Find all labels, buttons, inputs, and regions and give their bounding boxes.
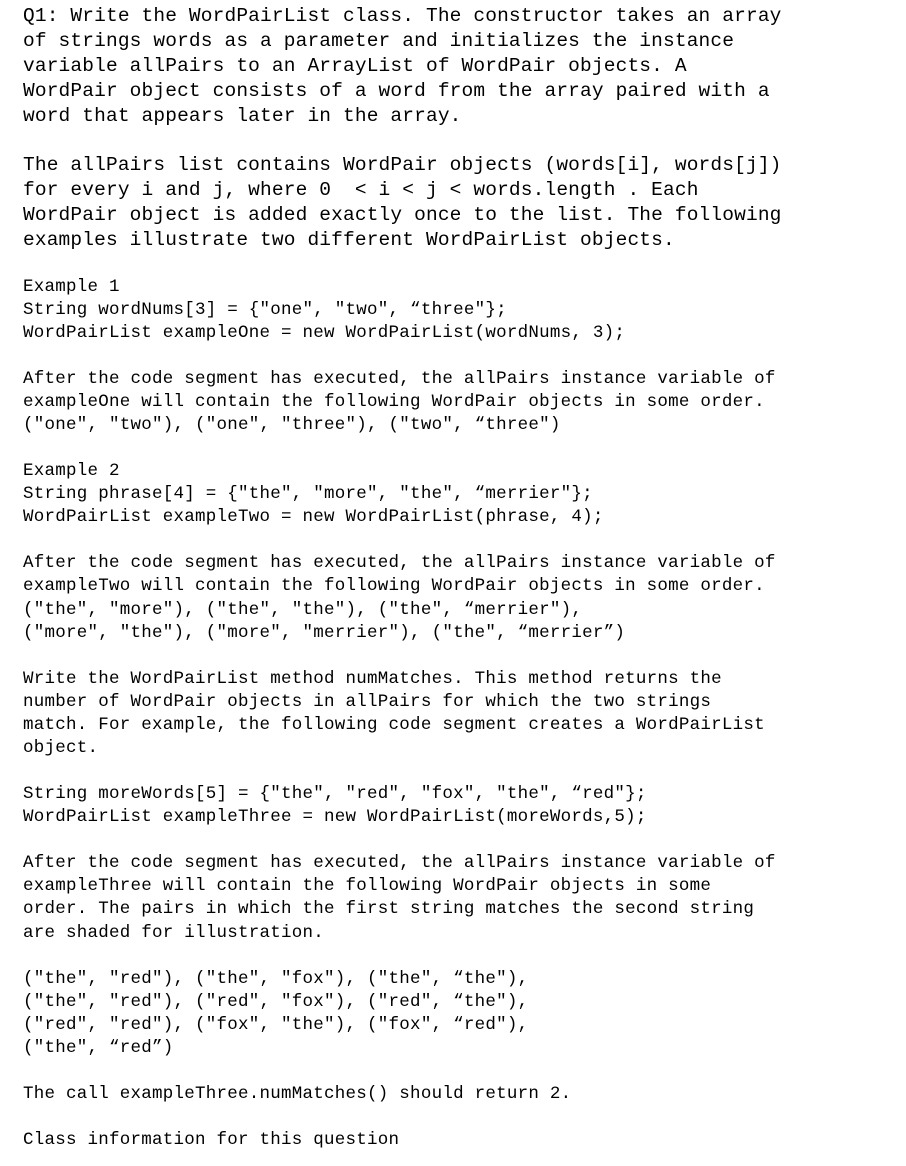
call-line: The call exampleThree.numMatches() should return 2. — [23, 1084, 572, 1105]
question-document — [23, 4, 893, 1152]
description-line: Write the WordPairList method numMatches. This method returns the — [23, 668, 722, 689]
example-1-code — [23, 276, 893, 345]
question-intro — [23, 4, 893, 129]
code-line: String moreWords[5] = {"the", "red", "fox", "the", “red"}; — [23, 784, 647, 805]
result-line: After the code segment has executed, the allPairs instance variable of — [23, 853, 776, 874]
result-line: order. The pairs in which the first string matches the second string — [23, 899, 755, 920]
result-line: exampleOne will contain the following WordPair objects in some order. — [23, 391, 765, 412]
description-line: match. For example, the following code segment creates a WordPairList — [23, 714, 765, 735]
intro-line: Q1: Write the WordPairList class. The constructor takes an array — [23, 5, 782, 27]
example-3-code — [23, 783, 893, 829]
result-line: After the code segment has executed, the allPairs instance variable of — [23, 368, 776, 389]
intro-line: of strings words as a parameter and initializes the instance — [23, 30, 735, 52]
class-information — [23, 1129, 893, 1152]
rule-line: examples illustrate two different WordPairList objects. — [23, 228, 675, 251]
class-information-label: Class information for this question — [23, 1130, 400, 1151]
rule-line: The allPairs list contains WordPair objects (words[i], words[j]) — [23, 153, 782, 176]
example-3-result — [23, 852, 893, 944]
code-line: WordPairList exampleTwo = new WordPairList(phrase, 4); — [23, 507, 604, 528]
result-line: After the code segment has executed, the allPairs instance variable of — [23, 553, 776, 574]
example-1-heading: Example 1 — [23, 276, 120, 297]
example-2-heading: Example 2 — [23, 461, 120, 482]
intro-line: variable allPairs to an ArrayList of WordPair objects. A — [23, 55, 687, 77]
rule-line: for every i and j, where 0 < i < j < words.length . Each — [23, 178, 699, 201]
num-matches-call — [23, 1083, 893, 1106]
pair-list-line: ("one", "two"), ("one", "three"), ("two", “three") — [23, 414, 561, 435]
pair-list-line: ("more", "the"), ("more", "merrier"), ("the", “merrier”) — [23, 622, 626, 643]
pair-list-line: ("the", "more"), ("the", "the"), ("the", “merrier"), — [23, 599, 583, 620]
code-line: String phrase[4] = {"the", "more", "the", “merrier"}; — [23, 484, 593, 505]
pair-list-line: ("the", "red"), ("the", "fox"), ("the", “the"), — [23, 968, 529, 989]
allpairs-rule — [23, 153, 893, 253]
example-1-result — [23, 368, 893, 437]
result-line: exampleThree will contain the following WordPair objects in some — [23, 876, 712, 897]
intro-line: word that appears later in the array. — [23, 105, 462, 127]
intro-line: WordPair object consists of a word from the array paired with a — [23, 80, 770, 102]
result-line: are shaded for illustration. — [23, 922, 325, 943]
code-line: String wordNums[3] = {"one", "two", “three"}; — [23, 299, 507, 320]
example-2-result — [23, 552, 893, 644]
pair-list-line: ("red", "red"), ("fox", "the"), ("fox", “red"), — [23, 1014, 529, 1035]
pair-list-line: ("the", “red”) — [23, 1037, 174, 1058]
example-2-code — [23, 460, 893, 529]
code-line: WordPairList exampleThree = new WordPairList(moreWords,5); — [23, 807, 647, 828]
example-3-pairs — [23, 968, 893, 1060]
rule-line: WordPair object is added exactly once to the list. The following — [23, 203, 782, 226]
description-line: object. — [23, 738, 99, 758]
result-line: exampleTwo will contain the following WordPair objects in some order. — [23, 576, 765, 597]
pair-list-line: ("the", "red"), ("red", "fox"), ("red", “the"), — [23, 991, 529, 1012]
code-line: WordPairList exampleOne = new WordPairList(wordNums, 3); — [23, 322, 626, 343]
num-matches-description — [23, 668, 893, 760]
description-line: number of WordPair objects in allPairs for which the two strings — [23, 691, 712, 712]
